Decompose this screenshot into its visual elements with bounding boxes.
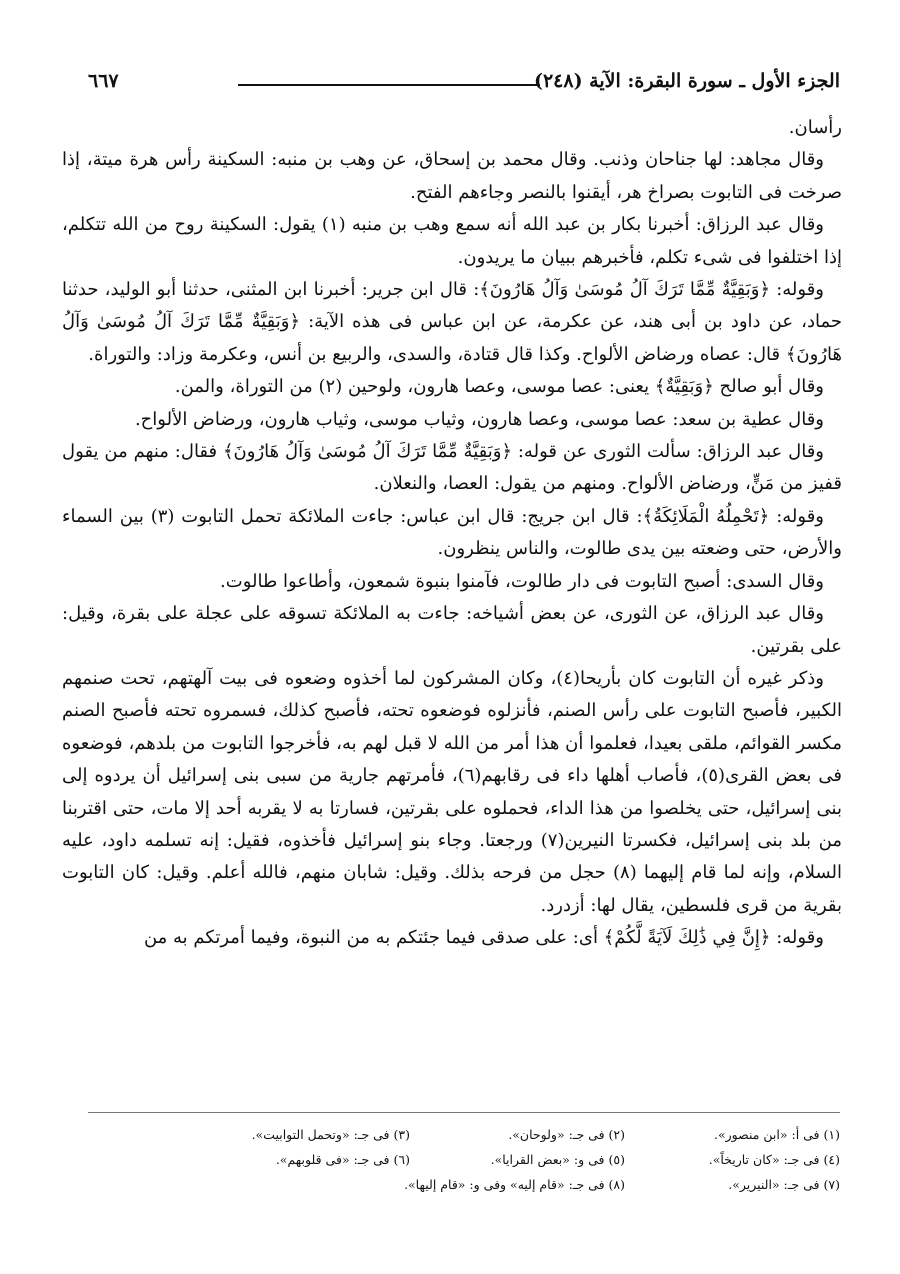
- footnote-6: (٦) فى جـ: «فى قلوبهم».: [275, 1152, 410, 1167]
- header-title: الجزء الأول ـ سورة البقرة: الآية (٢٤٨): [533, 70, 840, 92]
- running-header: [88, 70, 840, 100]
- footnote-rule: [88, 1112, 840, 1113]
- footnote-5: (٥) فى و: «بعض القرايا».: [490, 1152, 625, 1167]
- paragraph-1: رأسان.: [788, 117, 842, 138]
- paragraph-2: وقال مجاهد: لها جناحان وذنب. وقال محمد بن إسحاق، عن وهب بن منبه: السكينة رأس هرة ميتة، إذا صرخت فى التابوت بصراخ هر، أيقنوا بالنصر وجاءهم الفتح.: [62, 149, 842, 203]
- paragraph-4: وقوله: ﴿وَبَقِيَّةٌ مِّمَّا تَرَكَ آلُ مُوسَىٰ وَآلُ هَارُونَ﴾: قال ابن جرير: أخبرنا ابن المثنى، حدثنا أبو الوليد، حدثنا حماد، عن داود بن أبى هند، عن عكرمة، عن ابن عباس فى هذه الآية: ﴿وَبَقِيَّةٌ مِّمَّا تَرَكَ آلُ مُوسَىٰ وَآلُ هَارُونَ﴾ قال: عصاه ورضاض الألواح. وكذا قال قتادة، والسدى، والربيع بن أنس، وعكرمة وزاد: والتوراة.: [62, 279, 842, 365]
- footnote-row: [160, 1147, 840, 1172]
- paragraph-10: وقال عبد الرزاق، عن الثورى، عن بعض أشياخه: جاءت به الملائكة تسوقه على عجلة على بقرة، وقيل: على بقرتين.: [62, 603, 842, 657]
- main-text: [62, 112, 842, 955]
- footnote-4: (٤) فى جـ: «كان تاريخاً».: [708, 1152, 840, 1167]
- paragraph-11: وذكر غيره أن التابوت كان بأريحا(٤)، وكان المشركون لما أخذوه وضعوه فى بيت آلهتهم، تحت صنمهم الكبير، فأصبح التابوت على رأس الصنم، فأنزلوه فوضعوه تحته، فأصبح كذلك، فسمروه تحته فأصبح الصنم مكسر القوائم، ملقى بعيدا، فعلموا أن هذا أمر من الله لا قبل لهم به، فأخرجوا التابوت من بلدهم، فوضعوه فى بعض القرى(٥)، فأصاب أهلها داء فى رقابهم(٦)، فأمرتهم جارية من سبى بنى إسرائيل أن يردوه إلى بنى إسرائيل، حتى يخلصوا من هذا الداء، فحملوه على بقرتين، فسارتا به لا يقربه أحد إلا مات، حتى اقتربنا من بلد بنى إسرائيل، فكسرتا النيرين(٧) ورجعتا. وجاء بنو إسرائيل فأخذوه، فقيل: إنه تسلمه داود، عليه السلام، وإنه لما قام إليهما (٨) حجل من فرحه بذلك. وقيل: شابان منهم، فالله أعلم. وقيل: كان التابوت بقرية من قرى فلسطين، يقال لها: أزدرد.: [62, 667, 842, 916]
- footnote-row: [160, 1122, 840, 1147]
- footnote-row: [160, 1172, 840, 1197]
- paragraph-7: وقال عبد الرزاق: سألت الثورى عن قوله: ﴿وَبَقِيَّةٌ مِّمَّا تَرَكَ آلُ مُوسَىٰ وَآلُ هَارُونَ﴾ فقال: منهم من يقول قفيز من مَنٍّ، ورضاض الألواح. ومنهم من يقول: العصا، والنعلان.: [62, 441, 842, 495]
- footnote-8: (٨) فى جـ: «قام إليه» وفى و: «قام إليها».: [404, 1177, 625, 1192]
- footnote-2: (٢) فى جـ: «ولوحان».: [508, 1127, 625, 1142]
- paragraph-3: وقال عبد الرزاق: أخبرنا بكار بن عبد الله أنه سمع وهب بن منبه (١) يقول: السكينة روح من الله تتكلم، إذا اختلفوا فى شىء تكلم، فأخبرهم ببيان ما يريدون.: [62, 214, 842, 268]
- paragraph-6: وقال عطية بن سعد: عصا موسى، وعصا هارون، وثياب موسى، وثياب هارون، ورضاض الألواح.: [134, 408, 824, 430]
- paragraph-5: وقال أبو صالح ﴿وَبَقِيَّةٌ﴾ يعنى: عصا موسى، وعصا هارون، ولوحين (٢) من التوراة، والمن.: [174, 376, 824, 398]
- footnote-1: (١) فى أ: «ابن منصور».: [714, 1127, 840, 1142]
- footnote-7: (٧) فى جـ: «النيرير».: [728, 1177, 840, 1192]
- page-number: ٦٦٧: [88, 70, 119, 92]
- footnote-3: (٣) فى جـ: «وتحمل التوابيت».: [251, 1127, 410, 1142]
- header-rule: [238, 84, 540, 86]
- paragraph-12: وقوله: ﴿إِنَّ فِي ذَٰلِكَ لَآيَةً لَّكُمْ﴾ أى: على صدقى فيما جئتكم به من النبوة، وفيما أمرتكم به من: [143, 927, 824, 949]
- paragraph-8: وقوله: ﴿تَحْمِلُهُ الْمَلَائِكَةُ﴾: قال ابن جريج: قال ابن عباس: جاءت الملائكة تحمل التابوت (٣) بين السماء والأرض، حتى وضعته بين يدى طالوت، والناس ينظرون.: [62, 505, 842, 560]
- footnotes: [160, 1122, 840, 1197]
- paragraph-9: وقال السدى: أصبح التابوت فى دار طالوت، فآمنوا بنبوة شمعون، وأطاعوا طالوت.: [220, 570, 824, 592]
